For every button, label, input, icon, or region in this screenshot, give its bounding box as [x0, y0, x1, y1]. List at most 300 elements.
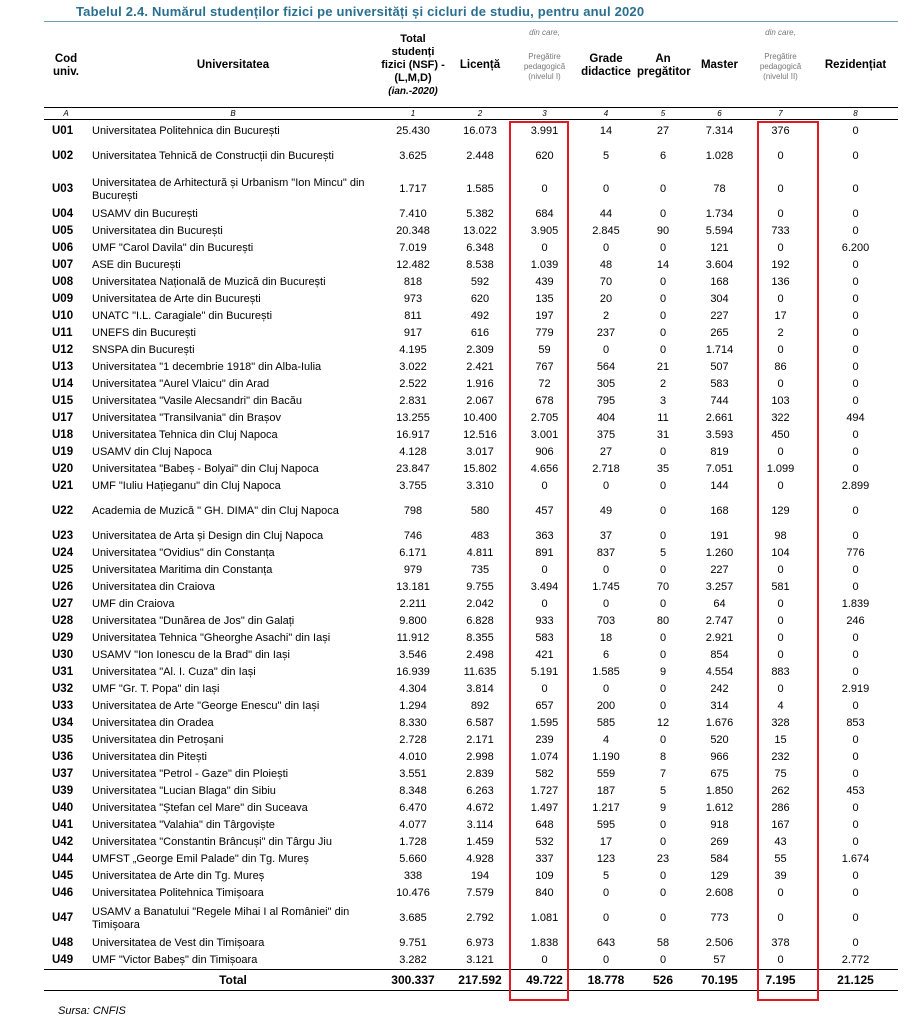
table-row — [44, 834, 898, 851]
row-licenta: 2.998 — [466, 751, 494, 763]
row-licenta: 1.585 — [466, 183, 494, 195]
row-grade: 1.190 — [592, 751, 620, 763]
row-university: UNEFS din București — [92, 327, 196, 339]
row-rezidentiat: 776 — [846, 547, 865, 559]
row-rezidentiat: 0 — [852, 581, 859, 593]
row-total: 4.304 — [399, 683, 427, 695]
row-university: Universitatea Tehnica din Cluj Napoca — [92, 429, 278, 441]
header-rezidentiat: Rezidențiat — [824, 59, 887, 71]
row-code: U27 — [52, 598, 74, 610]
row-licenta: 6.973 — [466, 937, 494, 949]
total-label: Total — [88, 970, 378, 991]
row-licenta: 6.348 — [466, 242, 494, 254]
row-grade: 0 — [602, 887, 610, 899]
row-code: U08 — [52, 276, 74, 288]
row-total: 23.847 — [396, 463, 430, 475]
row-pp1: 3.494 — [530, 581, 559, 593]
row-rezidentiat: 0 — [852, 912, 859, 924]
row-rezidentiat: 0 — [852, 293, 859, 305]
row-pp1: 109 — [535, 870, 554, 882]
row-total: 3.022 — [399, 361, 427, 373]
column-letter: B — [88, 108, 378, 120]
row-university: UMF "Carol Davila" din București — [92, 242, 254, 254]
row-an: 0 — [659, 327, 667, 339]
row-rezidentiat: 6.200 — [841, 242, 870, 254]
row-rezidentiat: 0 — [852, 649, 859, 661]
total-pp2: 7.195 — [748, 970, 813, 991]
row-pp2: 286 — [771, 802, 790, 814]
row-an: 0 — [659, 836, 667, 848]
row-pp1: 0 — [541, 480, 548, 492]
row-master: 314 — [710, 700, 729, 712]
row-licenta: 7.579 — [466, 887, 494, 899]
row-licenta: 194 — [470, 870, 490, 882]
row-code: U22 — [52, 505, 74, 517]
row-licenta: 4.811 — [466, 547, 494, 559]
row-pp1: 59 — [538, 344, 551, 356]
row-an: 11 — [657, 412, 669, 424]
row-total: 3.685 — [399, 912, 427, 924]
row-pp1: 1.081 — [530, 912, 559, 924]
row-code: U12 — [52, 344, 74, 356]
column-letter: 3 — [512, 108, 577, 120]
row-university: UMF "Gr. T. Popa" din Iași — [92, 683, 220, 695]
row-grade: 5 — [602, 870, 610, 882]
row-pp1: 933 — [535, 615, 554, 627]
row-code: U28 — [52, 615, 74, 627]
row-code: U42 — [52, 836, 74, 848]
row-pp2: 0 — [777, 598, 784, 610]
row-rezidentiat: 1.839 — [841, 598, 870, 610]
row-university: USAMV a Banatului "Regele Mihai I al României" din Timișoara — [92, 905, 350, 931]
total-licenta: 217.592 — [448, 970, 512, 991]
row-pp2: 0 — [777, 615, 784, 627]
row-licenta: 2.421 — [466, 361, 494, 373]
table-row — [44, 495, 898, 528]
row-rezidentiat: 0 — [852, 666, 859, 678]
row-code: U48 — [52, 937, 74, 949]
row-pp2: 86 — [774, 361, 787, 373]
row-master: 2.747 — [705, 615, 734, 627]
row-an: 0 — [659, 505, 667, 517]
row-total: 13.255 — [396, 412, 430, 424]
header-din-care-1: din care, — [529, 28, 560, 37]
row-pp1: 421 — [535, 649, 554, 661]
header-total — [378, 24, 448, 108]
row-university: Universitatea "Petrol - Gaze" din Ploiești — [92, 768, 289, 780]
title-rule — [44, 21, 898, 22]
row-an: 0 — [659, 649, 667, 661]
table-row — [44, 681, 898, 698]
header-cod: Cod univ. — [53, 52, 79, 78]
row-university: Universitatea "Ovidius" din Constanța — [92, 547, 275, 559]
row-pp2: 104 — [771, 547, 790, 559]
row-university: Universitatea "Dunărea de Jos" din Galați — [92, 615, 295, 627]
row-code: U05 — [52, 225, 74, 237]
row-rezidentiat: 0 — [852, 836, 859, 848]
row-licenta: 2.448 — [466, 150, 494, 162]
row-licenta: 6.587 — [466, 717, 494, 729]
students-table — [44, 24, 898, 991]
row-an: 3 — [659, 395, 667, 407]
row-total: 2.728 — [399, 734, 427, 746]
row-code: U36 — [52, 751, 74, 763]
row-pp2: 15 — [774, 734, 787, 746]
row-total: 4.010 — [399, 751, 427, 763]
row-university: UNATC "I.L. Caragiale" din București — [92, 310, 273, 322]
row-total: 798 — [403, 505, 423, 517]
table-row — [44, 749, 898, 766]
row-grade: 44 — [599, 208, 613, 220]
row-master: 1.714 — [705, 344, 734, 356]
row-rezidentiat: 2.772 — [841, 954, 870, 966]
row-grade: 375 — [596, 429, 616, 441]
row-university: Universitatea de Vest din Timișoara — [92, 937, 265, 949]
row-an: 8 — [659, 751, 667, 763]
row-master: 304 — [710, 293, 729, 305]
row-university: Universitatea Națională de Muzică din București — [92, 276, 326, 288]
row-code: U39 — [52, 785, 74, 797]
row-pp1: 648 — [535, 819, 554, 831]
row-pp1: 767 — [535, 361, 554, 373]
row-rezidentiat: 0 — [852, 208, 859, 220]
row-total: 1.294 — [399, 700, 427, 712]
row-code: U15 — [52, 395, 74, 407]
row-rezidentiat: 0 — [852, 734, 859, 746]
row-university: Universitatea "Lucian Blaga" din Sibiu — [92, 785, 276, 797]
row-pp2: 167 — [771, 819, 790, 831]
row-master: 584 — [710, 853, 729, 865]
row-code: U11 — [52, 327, 73, 339]
row-code: U07 — [52, 259, 74, 271]
header-grade: Grade didactice — [581, 52, 631, 78]
row-master: 854 — [710, 649, 729, 661]
row-total: 4.077 — [399, 819, 427, 831]
row-university: Universitatea din București — [92, 225, 223, 237]
row-licenta: 3.017 — [466, 446, 494, 458]
row-rezidentiat: 0 — [852, 276, 859, 288]
row-code: U44 — [52, 853, 74, 865]
table-row — [44, 274, 898, 291]
table-row — [44, 732, 898, 749]
table-row — [44, 579, 898, 596]
row-master: 242 — [710, 683, 729, 695]
row-total: 10.476 — [396, 887, 430, 899]
row-total: 6.171 — [399, 547, 427, 559]
row-total: 338 — [403, 870, 423, 882]
row-code: U20 — [52, 463, 74, 475]
row-code: U40 — [52, 802, 74, 814]
row-licenta: 4.672 — [466, 802, 494, 814]
row-pp2: 39 — [774, 870, 787, 882]
row-rezidentiat: 0 — [852, 887, 859, 899]
row-pp1: 0 — [541, 683, 548, 695]
row-code: U03 — [52, 183, 74, 195]
row-an: 0 — [659, 819, 667, 831]
row-pp1: 439 — [535, 276, 554, 288]
row-grade: 2.845 — [592, 225, 620, 237]
row-university: Universitatea de Arte "George Enescu" din Iași — [92, 700, 320, 712]
row-an: 7 — [659, 768, 667, 780]
row-pp1: 1.838 — [530, 937, 559, 949]
row-pp1: 532 — [535, 836, 554, 848]
table-row — [44, 308, 898, 325]
row-rezidentiat: 0 — [852, 150, 859, 162]
row-code: U29 — [52, 632, 74, 644]
row-total: 2.211 — [399, 598, 427, 610]
row-an: 58 — [656, 937, 670, 949]
row-code: U13 — [52, 361, 74, 373]
row-rezidentiat: 246 — [846, 615, 865, 627]
row-rezidentiat: 0 — [852, 870, 859, 882]
row-pp1: 239 — [535, 734, 554, 746]
row-total: 16.917 — [396, 429, 430, 441]
row-licenta: 2.792 — [466, 912, 494, 924]
table-row — [44, 596, 898, 613]
row-licenta: 3.814 — [466, 683, 494, 695]
row-pp1: 840 — [535, 887, 554, 899]
row-grade: 1.745 — [592, 581, 620, 593]
row-code: U02 — [52, 150, 74, 162]
row-pp2: 0 — [777, 446, 784, 458]
row-rezidentiat: 0 — [852, 530, 859, 542]
row-master: 3.257 — [705, 581, 734, 593]
row-an: 27 — [656, 125, 670, 137]
row-pp1: 684 — [535, 208, 554, 220]
row-master: 2.661 — [705, 412, 734, 424]
column-letter: 5 — [635, 108, 691, 120]
row-grade: 0 — [602, 242, 610, 254]
row-an: 0 — [659, 183, 667, 195]
row-licenta: 8.355 — [466, 632, 494, 644]
row-master: 7.314 — [705, 125, 734, 137]
table-row — [44, 427, 898, 444]
table-row — [44, 562, 898, 579]
row-pp1: 5.191 — [530, 666, 559, 678]
row-master: 129 — [710, 870, 729, 882]
table-row — [44, 461, 898, 478]
row-pp2: 136 — [771, 276, 790, 288]
row-master: 64 — [713, 598, 726, 610]
row-rezidentiat: 0 — [852, 505, 859, 517]
source-note: Sursa: CNFIS — [58, 1005, 126, 1017]
row-pp2: 98 — [774, 530, 787, 542]
row-pp1: 3.991 — [530, 125, 559, 137]
row-university: Universitatea "Constantin Brâncuși" din Târgu Jiu — [92, 836, 332, 848]
row-rezidentiat: 0 — [852, 395, 859, 407]
row-pp1: 4.656 — [530, 463, 559, 475]
row-pp2: 0 — [777, 683, 784, 695]
row-master: 168 — [710, 505, 729, 517]
row-licenta: 10.400 — [463, 412, 497, 424]
row-code: U21 — [52, 480, 74, 492]
row-master: 1.676 — [705, 717, 734, 729]
row-pp1: 337 — [535, 853, 554, 865]
row-code: U24 — [52, 547, 74, 559]
row-an: 23 — [656, 853, 670, 865]
row-rezidentiat: 0 — [852, 819, 859, 831]
row-total: 3.755 — [399, 480, 427, 492]
row-total: 5.660 — [399, 853, 427, 865]
row-university: Universitatea de Arta și Design din Cluj Napoca — [92, 530, 324, 542]
row-pp2: 75 — [774, 768, 787, 780]
row-an: 0 — [659, 700, 667, 712]
row-total: 2.522 — [399, 378, 427, 390]
row-pp2: 2 — [777, 327, 784, 339]
row-code: U33 — [52, 700, 74, 712]
table-row — [44, 783, 898, 800]
row-licenta: 2.171 — [466, 734, 494, 746]
row-master: 2.921 — [705, 632, 734, 644]
row-licenta: 620 — [470, 293, 490, 305]
row-rezidentiat: 0 — [852, 310, 859, 322]
row-total: 1.717 — [399, 183, 427, 195]
row-code: U19 — [52, 446, 74, 458]
row-grade: 48 — [599, 259, 613, 271]
row-licenta: 13.022 — [463, 225, 497, 237]
row-licenta: 6.263 — [466, 785, 494, 797]
row-master: 1.612 — [705, 802, 734, 814]
row-grade: 559 — [596, 768, 616, 780]
row-university: UMF "Iuliu Hațieganu" din Cluj Napoca — [92, 480, 281, 492]
row-pp1: 135 — [535, 293, 554, 305]
total-cell-code — [44, 970, 88, 991]
row-an: 0 — [659, 480, 667, 492]
row-total: 7.019 — [399, 242, 427, 254]
row-master: 507 — [710, 361, 729, 373]
row-code: U32 — [52, 683, 74, 695]
table-row — [44, 376, 898, 393]
row-university: Universitatea din Craiova — [92, 581, 215, 593]
row-grade: 0 — [602, 683, 610, 695]
table-row — [44, 715, 898, 732]
row-master: 1.734 — [705, 208, 734, 220]
row-pp2: 262 — [771, 785, 790, 797]
row-an: 90 — [656, 225, 670, 237]
row-pp2: 0 — [777, 150, 784, 162]
table-row — [44, 902, 898, 935]
table-row — [44, 664, 898, 681]
row-an: 35 — [656, 463, 670, 475]
row-university: Universitatea "Al. I. Cuza" din Iași — [92, 666, 256, 678]
row-pp1: 678 — [535, 395, 554, 407]
row-university: Universitatea Tehnică de Construcții din București — [92, 150, 334, 162]
table-row — [44, 342, 898, 359]
row-grade: 1.585 — [592, 666, 620, 678]
row-an: 0 — [659, 954, 667, 966]
row-rezidentiat: 0 — [852, 378, 859, 390]
row-code: U37 — [52, 768, 74, 780]
table-row — [44, 766, 898, 783]
row-master: 269 — [710, 836, 729, 848]
row-grade: 595 — [596, 819, 616, 831]
row-master: 121 — [710, 242, 729, 254]
row-pp2: 43 — [774, 836, 787, 848]
row-pp2: 0 — [777, 649, 784, 661]
column-letter: 4 — [577, 108, 635, 120]
row-rezidentiat: 853 — [846, 717, 865, 729]
row-pp2: 0 — [777, 344, 784, 356]
row-total: 9.751 — [399, 937, 427, 949]
row-grade: 70 — [599, 276, 613, 288]
row-university: UMFST „George Emil Palade" din Tg. Mureș — [92, 853, 309, 865]
row-pp2: 192 — [771, 259, 790, 271]
row-university: Universitatea Politehnica Timișoara — [92, 887, 264, 899]
row-total: 818 — [403, 276, 423, 288]
row-code: U30 — [52, 649, 74, 661]
row-an: 0 — [659, 310, 667, 322]
row-code: U35 — [52, 734, 74, 746]
row-pp2: 376 — [771, 125, 790, 137]
row-licenta: 2.067 — [466, 395, 494, 407]
row-university: Universitatea din Oradea — [92, 717, 214, 729]
row-pp1: 363 — [535, 530, 554, 542]
row-an: 0 — [659, 446, 667, 458]
row-licenta: 5.382 — [466, 208, 494, 220]
header-master: Master — [700, 59, 739, 71]
row-pp2: 55 — [774, 853, 787, 865]
table-row — [44, 223, 898, 240]
row-code: U41 — [52, 819, 74, 831]
row-grade: 0 — [602, 480, 610, 492]
row-grade: 305 — [596, 378, 616, 390]
row-pp2: 17 — [774, 310, 787, 322]
row-licenta: 483 — [470, 530, 490, 542]
row-an: 0 — [659, 208, 667, 220]
row-university: Universitatea "1 decembrie 1918" din Alba-Iulia — [92, 361, 322, 373]
total-total: 300.337 — [378, 970, 448, 991]
row-total: 3.546 — [399, 649, 427, 661]
row-code: U01 — [52, 125, 74, 137]
row-code: U06 — [52, 242, 74, 254]
row-rezidentiat: 0 — [852, 751, 859, 763]
row-grade: 6 — [602, 649, 610, 661]
row-master: 144 — [710, 480, 729, 492]
row-pp1: 620 — [535, 150, 554, 162]
row-university: Universitatea Maritima din Constanța — [92, 564, 273, 576]
row-an: 0 — [659, 242, 667, 254]
row-pp2: 0 — [777, 208, 784, 220]
row-code: U34 — [52, 717, 74, 729]
row-an: 0 — [659, 293, 667, 305]
table-row — [44, 800, 898, 817]
row-an: 80 — [656, 615, 670, 627]
row-master: 4.554 — [705, 666, 734, 678]
row-master: 2.608 — [705, 887, 734, 899]
row-university: Universitatea de Arhitectură și Urbanism "Ion Mincu" din București — [92, 176, 365, 202]
row-grade: 2 — [602, 310, 610, 322]
row-an: 12 — [656, 717, 670, 729]
row-pp2: 378 — [771, 937, 790, 949]
row-pp1: 197 — [535, 310, 554, 322]
row-pp2: 883 — [771, 666, 790, 678]
row-licenta: 3.121 — [466, 954, 494, 966]
row-pp2: 0 — [777, 293, 784, 305]
row-master: 7.051 — [705, 463, 734, 475]
row-total: 3.282 — [399, 954, 427, 966]
row-grade: 200 — [596, 700, 616, 712]
row-rezidentiat: 453 — [846, 785, 865, 797]
header-pp1 — [512, 24, 577, 108]
row-pp2: 733 — [771, 225, 790, 237]
row-pp1: 1.595 — [530, 717, 559, 729]
row-university: USAMV "Ion Ionescu de la Brad" din Iași — [92, 649, 290, 661]
row-licenta: 2.498 — [466, 649, 494, 661]
row-rezidentiat: 1.674 — [841, 853, 870, 865]
row-grade: 795 — [596, 395, 616, 407]
row-grade: 17 — [599, 836, 613, 848]
row-an: 0 — [659, 734, 667, 746]
